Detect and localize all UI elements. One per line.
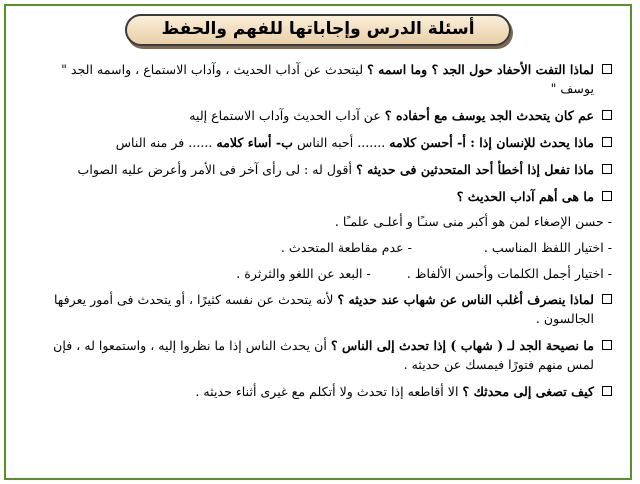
question-text: لماذا التفت الأحفاد حول الجد ؟ وما اسمه ؟ — [367, 62, 594, 77]
question-text: ماذا يحدث للإنسان إذا : أ- أحسن كلامه — [389, 135, 594, 150]
question-item — [26, 336, 612, 374]
question-text: ما هى أهم آداب الحديث ؟ — [456, 189, 594, 204]
list-row — [26, 264, 612, 283]
list-item: - اختيار أجمل الكلمات وأحسن الألفاظ . — [406, 266, 612, 281]
checkbox-icon — [602, 191, 612, 201]
checkbox-icon — [602, 164, 612, 174]
question-item — [26, 106, 612, 125]
list-item: - عدم مقاطعة المتحدث . — [280, 240, 412, 255]
answer-text: أن يحدث الناس إذا ما نظروا إليه ، واستمعوا له ، فإن لمس منهم فتورًا فيمسك عن حديثه . — [53, 338, 594, 372]
checkbox-icon — [602, 64, 612, 74]
document-body — [26, 60, 612, 409]
question-text: عم كان يتحدث الجد يوسف مع أحفاده ؟ — [384, 108, 594, 123]
question-item — [26, 133, 612, 152]
list-item: - حسن الإصغاء لمن هو أكبر منى سنـًا و أعلـى علمـًا . — [334, 214, 612, 229]
answer-text: لأنه يتحدث عن نفسه كثيرًا ، أو يتحدث فى أمور يعرفها الجالسون . — [53, 292, 594, 326]
checkbox-icon — [602, 137, 612, 147]
answer-text: الا أقاطعه إذا تحدث ولا أتكلم مع غيرى أثناء حديثه . — [195, 384, 463, 399]
checkbox-icon — [602, 340, 612, 350]
answer-text: أقول له : لى رأى آخر فى الأمر وأعرض عليه الصواب — [77, 162, 357, 177]
answer-text: ....... أحبه الناس — [293, 135, 390, 150]
checkbox-icon — [602, 386, 612, 396]
question-item — [26, 160, 612, 179]
question-text: كيف تصغى إلى محدثك ؟ — [462, 384, 594, 399]
question-text-part-b: ب- أساء كلامه — [216, 135, 294, 150]
question-item — [26, 290, 612, 328]
etiquette-list — [26, 212, 612, 283]
list-row — [26, 212, 612, 231]
question-item — [26, 382, 612, 401]
answer-text-part-b: ...... فر منه الناس — [115, 135, 217, 150]
checkbox-icon — [602, 110, 612, 120]
question-text: ماذا تفعل إذا أخطأ أحد المتحدثين فى حديثه ؟ — [356, 162, 594, 177]
checkbox-icon — [602, 294, 612, 304]
answer-text: ليتحدث عن آداب الحديث ، وآداب الاستماع ، واسمه الجد " يوسف " — [61, 62, 594, 96]
page-title: أسئلة الدرس وإجاباتها للفهم والحفظ — [125, 14, 510, 46]
question-item — [26, 187, 612, 206]
answer-text: عن آداب الحديث وآداب الاستماع إليه — [189, 108, 385, 123]
page-frame — [4, 4, 632, 480]
question-text: ما نصيحة الجد لـ ( شهاب ) إذا تحدث إلى الناس ؟ — [330, 338, 594, 353]
question-item — [26, 60, 612, 98]
list-row — [26, 238, 612, 257]
question-text: لماذا ينصرف أغلب الناس عن شهاب عند حديثه ؟ — [337, 292, 594, 307]
list-item: - البعد عن اللغو والثرثرة . — [236, 266, 371, 281]
list-item: - اختيار اللفظ المناسب . — [483, 240, 612, 255]
